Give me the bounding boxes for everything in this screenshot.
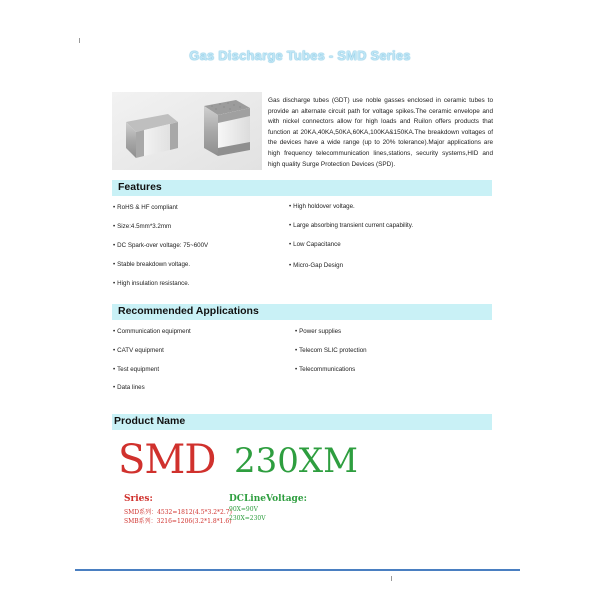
application-item: • Telecommunications bbox=[295, 366, 356, 373]
application-item: • Power supplies bbox=[295, 328, 342, 335]
application-item: • Data lines bbox=[113, 384, 145, 391]
applications-heading: Recommended Applications bbox=[118, 305, 259, 317]
page-corner-mark bbox=[79, 38, 80, 43]
series-line: SMD系列：4532=1812(4.5*3.2*2.7) bbox=[124, 509, 232, 516]
feature-item: • Large absorbing transient current capability. bbox=[289, 222, 414, 229]
series-label: Sries: bbox=[124, 494, 153, 504]
voltage-line: 230X=230V bbox=[229, 515, 266, 522]
feature-item: • Micro-Gap Design bbox=[289, 262, 344, 269]
voltage-line: 90X=90V bbox=[229, 506, 258, 513]
feature-item: • RoHS & HF compliant bbox=[113, 204, 178, 211]
product-name-heading: Product Name bbox=[114, 415, 186, 427]
application-item: • CATV equipment bbox=[113, 347, 164, 354]
page-bottom-mark bbox=[391, 576, 392, 581]
voltage-label: DCLineVoltage: bbox=[229, 494, 307, 504]
product-photo bbox=[112, 92, 262, 170]
application-item: • Telecom SLIC protection bbox=[295, 347, 367, 354]
product-code: 230XM bbox=[234, 441, 358, 481]
footer-rule bbox=[75, 569, 520, 571]
intro-paragraph: Gas discharge tubes (GDT) use noble gasses enclosed in ceramic tubes to provide an alternate circuit path for voltage spikes.The ceramic envelope and with nickel connectors allow for high loads and Ruilon offers products that function at 20KA,40KA,50KA,60KA,100KA&150KA.The breakdown voltages of the devices have a wide range (up to 20% tolerance).Major applications are high frequency telecommunication lines,stations, security systems,HID and high quality Surge Protection Devices (SPD). bbox=[268, 97, 493, 168]
application-item: • Communication equipment bbox=[113, 328, 191, 335]
feature-item: • DC Spark-over voltage: 75~600V bbox=[113, 242, 209, 249]
features-heading: Features bbox=[118, 181, 162, 193]
feature-item: • Size:4.5mm*3.2mm bbox=[113, 223, 172, 230]
feature-item: • Low Capacitance bbox=[289, 241, 341, 248]
application-item: • Test equipment bbox=[113, 366, 160, 373]
feature-item: • High holdover voltage. bbox=[289, 203, 355, 210]
product-prefix: SMD bbox=[118, 437, 216, 483]
feature-item: • Stable breakdown voltage. bbox=[113, 261, 191, 268]
page-title: Gas Discharge Tubes - SMD Series bbox=[189, 48, 411, 63]
features-section-bar bbox=[112, 180, 492, 196]
series-line: SMB系列：3216=1206(3.2*1.8*1.6) bbox=[124, 518, 232, 525]
feature-item: • High insulation resistance. bbox=[113, 280, 190, 287]
